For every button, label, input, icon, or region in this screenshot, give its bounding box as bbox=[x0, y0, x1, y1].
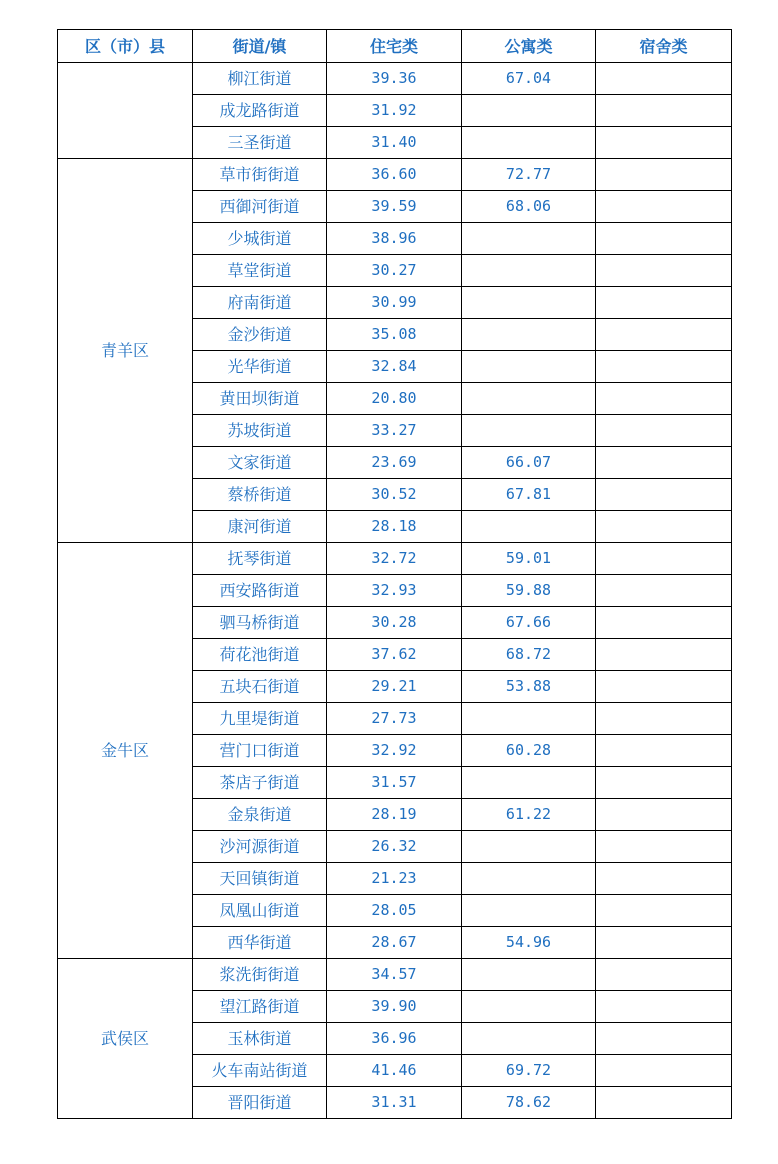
apartment-price-cell: 67.81 bbox=[462, 479, 596, 511]
street-cell: 三圣街道 bbox=[193, 127, 327, 159]
residential-price-cell: 30.99 bbox=[327, 287, 462, 319]
residential-price-cell: 35.08 bbox=[327, 319, 462, 351]
apartment-price-cell bbox=[462, 991, 596, 1023]
dormitory-price-cell bbox=[596, 511, 732, 543]
district-cell: 青羊区 bbox=[58, 159, 193, 543]
residential-price-cell: 27.73 bbox=[327, 703, 462, 735]
street-cell: 蔡桥街道 bbox=[193, 479, 327, 511]
dormitory-price-cell bbox=[596, 415, 732, 447]
dormitory-price-cell bbox=[596, 671, 732, 703]
dormitory-price-cell bbox=[596, 735, 732, 767]
street-cell: 火车南站街道 bbox=[193, 1055, 327, 1087]
dormitory-price-cell bbox=[596, 447, 732, 479]
street-cell: 西安路街道 bbox=[193, 575, 327, 607]
residential-price-cell: 33.27 bbox=[327, 415, 462, 447]
street-cell: 沙河源街道 bbox=[193, 831, 327, 863]
header-dormitory: 宿舍类 bbox=[596, 30, 732, 63]
apartment-price-cell bbox=[462, 127, 596, 159]
table-header bbox=[58, 30, 732, 63]
apartment-price-cell bbox=[462, 351, 596, 383]
dormitory-price-cell bbox=[596, 607, 732, 639]
apartment-price-cell: 54.96 bbox=[462, 927, 596, 959]
rent-price-table bbox=[57, 29, 732, 1119]
street-cell: 驷马桥街道 bbox=[193, 607, 327, 639]
apartment-price-cell bbox=[462, 1023, 596, 1055]
residential-price-cell: 21.23 bbox=[327, 863, 462, 895]
apartment-price-cell bbox=[462, 703, 596, 735]
residential-price-cell: 39.36 bbox=[327, 63, 462, 95]
apartment-price-cell bbox=[462, 287, 596, 319]
residential-price-cell: 30.27 bbox=[327, 255, 462, 287]
street-cell: 玉林街道 bbox=[193, 1023, 327, 1055]
apartment-price-cell bbox=[462, 319, 596, 351]
header-apartment: 公寓类 bbox=[462, 30, 596, 63]
table-row bbox=[58, 959, 732, 991]
residential-price-cell: 28.18 bbox=[327, 511, 462, 543]
residential-price-cell: 23.69 bbox=[327, 447, 462, 479]
apartment-price-cell bbox=[462, 863, 596, 895]
header-row bbox=[58, 30, 732, 63]
street-cell: 抚琴街道 bbox=[193, 543, 327, 575]
apartment-price-cell bbox=[462, 895, 596, 927]
table-row bbox=[58, 63, 732, 95]
street-cell: 营门口街道 bbox=[193, 735, 327, 767]
dormitory-price-cell bbox=[596, 767, 732, 799]
apartment-price-cell: 60.28 bbox=[462, 735, 596, 767]
residential-price-cell: 37.62 bbox=[327, 639, 462, 671]
apartment-price-cell: 53.88 bbox=[462, 671, 596, 703]
residential-price-cell: 26.32 bbox=[327, 831, 462, 863]
residential-price-cell: 32.92 bbox=[327, 735, 462, 767]
residential-price-cell: 31.57 bbox=[327, 767, 462, 799]
street-cell: 成龙路街道 bbox=[193, 95, 327, 127]
residential-price-cell: 32.72 bbox=[327, 543, 462, 575]
dormitory-price-cell bbox=[596, 351, 732, 383]
residential-price-cell: 32.84 bbox=[327, 351, 462, 383]
dormitory-price-cell bbox=[596, 895, 732, 927]
street-cell: 西御河街道 bbox=[193, 191, 327, 223]
residential-price-cell: 38.96 bbox=[327, 223, 462, 255]
apartment-price-cell bbox=[462, 415, 596, 447]
apartment-price-cell bbox=[462, 383, 596, 415]
residential-price-cell: 39.59 bbox=[327, 191, 462, 223]
residential-price-cell: 32.93 bbox=[327, 575, 462, 607]
apartment-price-cell bbox=[462, 223, 596, 255]
dormitory-price-cell bbox=[596, 479, 732, 511]
residential-price-cell: 36.60 bbox=[327, 159, 462, 191]
apartment-price-cell: 66.07 bbox=[462, 447, 596, 479]
residential-price-cell: 36.96 bbox=[327, 1023, 462, 1055]
apartment-price-cell: 59.88 bbox=[462, 575, 596, 607]
residential-price-cell: 28.67 bbox=[327, 927, 462, 959]
residential-price-cell: 39.90 bbox=[327, 991, 462, 1023]
residential-price-cell: 28.19 bbox=[327, 799, 462, 831]
street-cell: 黄田坝街道 bbox=[193, 383, 327, 415]
apartment-price-cell bbox=[462, 767, 596, 799]
dormitory-price-cell bbox=[596, 639, 732, 671]
street-cell: 晋阳街道 bbox=[193, 1087, 327, 1119]
dormitory-price-cell bbox=[596, 255, 732, 287]
street-cell: 康河街道 bbox=[193, 511, 327, 543]
apartment-price-cell bbox=[462, 959, 596, 991]
apartment-price-cell bbox=[462, 831, 596, 863]
street-cell: 天回镇街道 bbox=[193, 863, 327, 895]
street-cell: 柳江街道 bbox=[193, 63, 327, 95]
street-cell: 九里堤街道 bbox=[193, 703, 327, 735]
dormitory-price-cell bbox=[596, 543, 732, 575]
residential-price-cell: 31.31 bbox=[327, 1087, 462, 1119]
residential-price-cell: 41.46 bbox=[327, 1055, 462, 1087]
dormitory-price-cell bbox=[596, 1087, 732, 1119]
apartment-price-cell bbox=[462, 255, 596, 287]
street-cell: 望江路街道 bbox=[193, 991, 327, 1023]
street-cell: 五块石街道 bbox=[193, 671, 327, 703]
dormitory-price-cell bbox=[596, 927, 732, 959]
dormitory-price-cell bbox=[596, 127, 732, 159]
header-street: 街道/镇 bbox=[193, 30, 327, 63]
dormitory-price-cell bbox=[596, 319, 732, 351]
dormitory-price-cell bbox=[596, 863, 732, 895]
street-cell: 荷花池街道 bbox=[193, 639, 327, 671]
dormitory-price-cell bbox=[596, 991, 732, 1023]
table-body bbox=[58, 63, 732, 1119]
dormitory-price-cell bbox=[596, 703, 732, 735]
apartment-price-cell: 78.62 bbox=[462, 1087, 596, 1119]
apartment-price-cell: 67.04 bbox=[462, 63, 596, 95]
header-district: 区（市）县 bbox=[58, 30, 193, 63]
residential-price-cell: 29.21 bbox=[327, 671, 462, 703]
street-cell: 西华街道 bbox=[193, 927, 327, 959]
dormitory-price-cell bbox=[596, 799, 732, 831]
dormitory-price-cell bbox=[596, 63, 732, 95]
residential-price-cell: 28.05 bbox=[327, 895, 462, 927]
district-cell: 武侯区 bbox=[58, 959, 193, 1119]
street-cell: 凤凰山街道 bbox=[193, 895, 327, 927]
street-cell: 府南街道 bbox=[193, 287, 327, 319]
apartment-price-cell: 68.06 bbox=[462, 191, 596, 223]
dormitory-price-cell bbox=[596, 1023, 732, 1055]
street-cell: 文家街道 bbox=[193, 447, 327, 479]
apartment-price-cell: 68.72 bbox=[462, 639, 596, 671]
residential-price-cell: 31.40 bbox=[327, 127, 462, 159]
residential-price-cell: 31.92 bbox=[327, 95, 462, 127]
street-cell: 草市街街道 bbox=[193, 159, 327, 191]
dormitory-price-cell bbox=[596, 191, 732, 223]
apartment-price-cell bbox=[462, 511, 596, 543]
street-cell: 草堂街道 bbox=[193, 255, 327, 287]
table-row bbox=[58, 543, 732, 575]
street-cell: 金沙街道 bbox=[193, 319, 327, 351]
residential-price-cell: 30.52 bbox=[327, 479, 462, 511]
dormitory-price-cell bbox=[596, 575, 732, 607]
apartment-price-cell: 67.66 bbox=[462, 607, 596, 639]
street-cell: 茶店子街道 bbox=[193, 767, 327, 799]
apartment-price-cell: 72.77 bbox=[462, 159, 596, 191]
district-cell bbox=[58, 63, 193, 159]
apartment-price-cell bbox=[462, 95, 596, 127]
dormitory-price-cell bbox=[596, 95, 732, 127]
dormitory-price-cell bbox=[596, 959, 732, 991]
apartment-price-cell: 59.01 bbox=[462, 543, 596, 575]
apartment-price-cell: 61.22 bbox=[462, 799, 596, 831]
residential-price-cell: 30.28 bbox=[327, 607, 462, 639]
header-residential: 住宅类 bbox=[327, 30, 462, 63]
street-cell: 苏坡街道 bbox=[193, 415, 327, 447]
apartment-price-cell: 69.72 bbox=[462, 1055, 596, 1087]
street-cell: 浆洗街街道 bbox=[193, 959, 327, 991]
table-row bbox=[58, 159, 732, 191]
dormitory-price-cell bbox=[596, 287, 732, 319]
dormitory-price-cell bbox=[596, 159, 732, 191]
dormitory-price-cell bbox=[596, 831, 732, 863]
district-cell: 金牛区 bbox=[58, 543, 193, 959]
street-cell: 少城街道 bbox=[193, 223, 327, 255]
street-cell: 光华街道 bbox=[193, 351, 327, 383]
dormitory-price-cell bbox=[596, 223, 732, 255]
residential-price-cell: 20.80 bbox=[327, 383, 462, 415]
residential-price-cell: 34.57 bbox=[327, 959, 462, 991]
street-cell: 金泉街道 bbox=[193, 799, 327, 831]
dormitory-price-cell bbox=[596, 1055, 732, 1087]
dormitory-price-cell bbox=[596, 383, 732, 415]
